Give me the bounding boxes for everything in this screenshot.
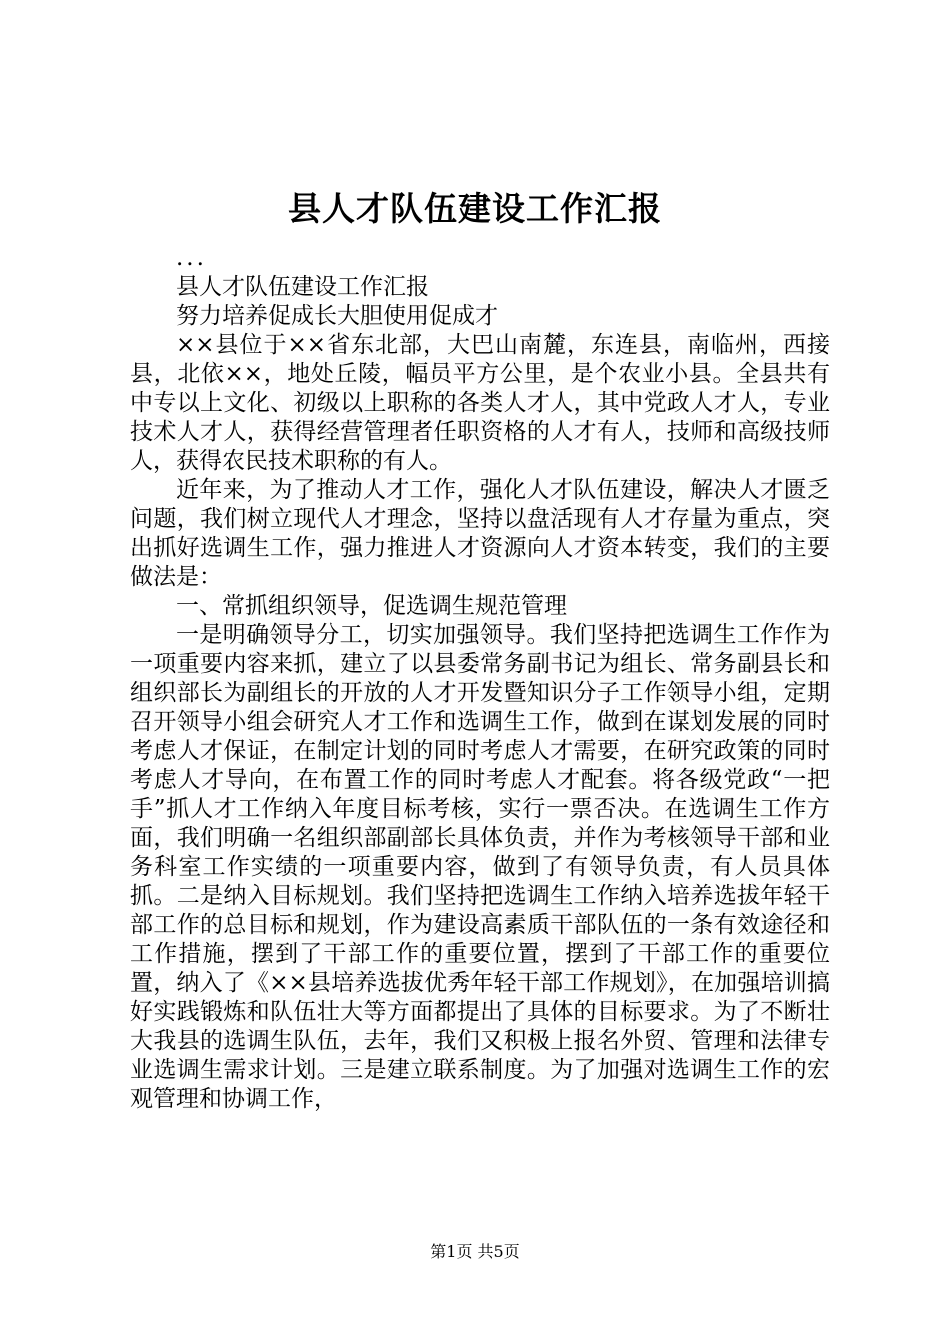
section-heading-1: 一、常抓组织领导，促选调生规范管理: [176, 593, 567, 619]
paragraph-intro: 近年来，为了推动人才工作，强化人才队伍建设，解决人才匮乏问题，我们树立现代人才理念，坚持以盘活现有人才存量为重点，突出抓好选调生工作，强力推进人才资源向人才资本转变，我们的主要做法是：: [130, 477, 830, 590]
subtitle-line: 县人才队伍建设工作汇报: [176, 274, 429, 300]
document-title: 县人才队伍建设工作汇报: [288, 189, 662, 228]
slogan-line: 努力培养促成长大胆使用促成才: [176, 303, 498, 329]
document-body: [130, 244, 830, 1114]
page-number-footer: 第1页 共5页: [430, 1242, 520, 1261]
paragraph-section-1: 一是明确领导分工，切实加强领导。我们坚持把选调生工作作为一项重要内容来抓，建立了以县委常务副书记为组长、常务副县长和组织部长为副组长的开放的人才开发暨知识分子工作领导小组，定期召开领导小组会研究人才工作和选调生工作，做到在谋划发展的同时考虑人才保证，在制定计划的同时考虑人才需要，在研究政策的同时考虑人才导向，在布置工作的同时考虑人才配套。将各级党政“一把手”抓人才工作纳入年度目标考核，实行一票否决。在选调生工作方面，我们明确一名组织部副部长具体负责，并作为考核领导干部和业务科室工作实绩的一项重要内容，做到了有领导负责，有人员具体抓。二是纳入目标规划。我们坚持把选调生工作纳入培养选拔年轻干部工作的总目标和规划，作为建设高素质干部队伍的一条有效途径和工作措施，摆到了干部工作的重要位置，摆到了干部工作的重要位置，纳入了《××县培养选拔优秀年轻干部工作规划》，在加强培训搞好实践锻炼和队伍壮大等方面都提出了具体的目标要求。为了不断壮大我县的选调生队伍，去年，我们又积极上报名外贸、管理和法律专业选调生需求计划。三是建立联系制度。为了加强对选调生工作的宏观管理和协调工作，: [130, 622, 830, 1112]
ellipsis-line: ...: [176, 245, 207, 271]
paragraph-overview: ××县位于××省东北部，大巴山南麓，东连县，南临州，西接县，北依××，地处丘陵，幅员平方公里，是个农业小县。全县共有中专以上文化、初级以上职称的各类人才人，其中党政人才人，专业技术人才人，获得经营管理者任职资格的人才有人，技师和高级技师人，获得农民技术职称的有人。: [130, 332, 830, 474]
